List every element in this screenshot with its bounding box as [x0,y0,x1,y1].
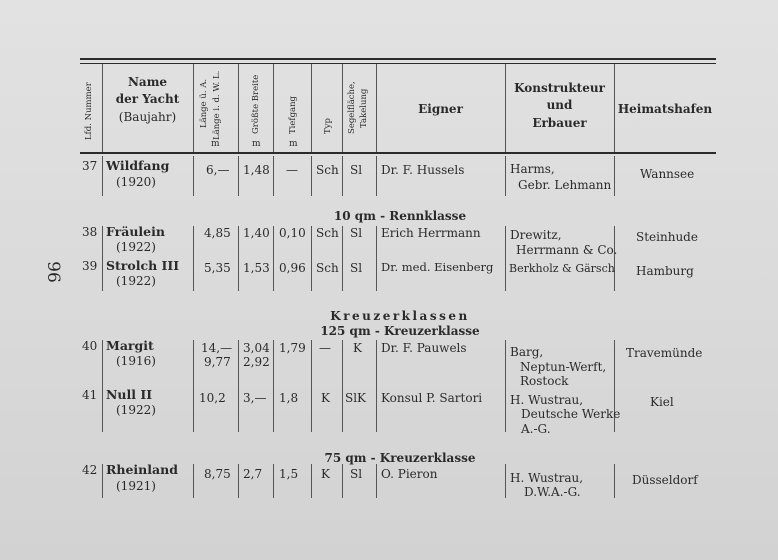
row-39-name: Strolch III [106,258,180,273]
row-38-eigner: Erich Herrmann [381,226,481,240]
header-und: und [546,98,573,113]
row-42-laenge: 8,75 [204,467,231,481]
top-rule-thick [80,58,716,60]
header-tiefgang-unit: m [289,139,298,149]
row-divider [102,464,103,498]
row-39-tiefgang: 0,96 [279,261,306,275]
row-divider [376,226,377,291]
row-divider [505,226,506,291]
header-breite-unit: m [252,139,261,149]
row-37-year: (1920) [116,175,156,189]
row-38-hafen: Steinhude [636,230,698,244]
row-divider [311,340,312,432]
header-name-block [102,74,193,126]
header-konstrukteur-block [505,80,614,132]
section-10qm-rennklasse: 10 qm - Rennklasse [333,209,467,223]
row-39-konstr1: Berkholz & Gärsch [509,262,615,275]
row-38-breite: 1,40 [243,226,270,240]
col-divider [342,64,343,152]
row-40-laenge2: 9,77 [204,355,231,369]
header-laenge1: Länge ü. A. [199,78,209,128]
header-name: Name [127,75,168,89]
row-40-nr: 40 [82,339,98,353]
row-40-konstr2: Neptun-Werft, [520,360,607,374]
row-37-konstr1: Harms, [510,162,555,176]
col-divider [238,64,239,152]
row-41-konstr3: A.-G. [521,422,551,436]
row-divider [311,226,312,291]
row-40-typ: — [319,341,331,355]
header-laenge2: Länge i. d. W. L. [212,70,222,140]
header-konstrukteur: Konstrukteur [514,81,605,95]
row-39-hafen: Hamburg [636,264,694,278]
row-divider [376,156,377,196]
row-divider [505,340,506,432]
row-37-name: Wildfang [106,158,170,173]
row-41-eigner: Konsul P. Sartori [381,391,483,405]
row-41-breite: 3,— [243,391,267,405]
header-breite: Größte Breite [251,74,261,134]
row-42-takel: Sl [350,467,363,481]
row-41-konstr1: H. Wustrau, [510,393,584,407]
page-number: 96 [42,261,63,283]
row-divider [614,464,615,498]
section-125qm-kreuzerklasse: 125 qm - Kreuzerklasse [320,324,480,338]
row-42-year: (1921) [116,479,156,493]
header-der-yacht: der Yacht [115,92,180,107]
row-37-hafen: Wannsee [640,167,695,181]
row-38-name: Fräulein [106,224,165,239]
row-37-eigner: Dr. F. Hussels [381,163,465,177]
row-39-year: (1922) [116,274,156,288]
row-38-takel: Sl [350,226,363,240]
row-37-typ: Sch [316,163,339,177]
header-baujahr: (Baujahr) [118,109,177,124]
row-42-konstr2: D.W.A.-G. [524,485,581,499]
header-erbauer: Erbauer [532,115,587,130]
row-divider [342,464,343,498]
row-40-tiefgang: 1,79 [279,341,306,355]
row-41-typ: K [321,391,330,405]
header-rule [80,152,716,154]
row-38-konstr2: Herrmann & Co. [516,243,618,257]
row-38-konstr1: Drewitz, [510,228,562,242]
row-divider [311,464,312,498]
header-takelung: Takelung [359,88,369,128]
row-42-tiefgang: 1,5 [279,467,299,481]
row-37-konstr2: Gebr. Lehmann [518,178,612,192]
top-rule-thin [80,63,716,64]
header-laenge-unit: m [211,139,220,149]
row-40-breite2: 2,92 [243,355,270,369]
row-40-laenge: 14,— [201,341,233,355]
row-40-hafen: Travemünde [626,346,703,360]
row-42-breite: 2,7 [243,467,263,481]
row-41-year: (1922) [116,403,156,417]
row-divider [311,156,312,196]
row-divider [102,156,103,196]
row-divider [376,464,377,498]
row-divider [273,226,274,291]
row-divider [273,464,274,498]
row-41-takel: SlK [345,391,367,405]
header-nr: Lfd. Nummer [84,82,94,140]
row-40-year: (1916) [116,354,156,368]
row-40-name: Margit [106,338,154,353]
header-segel: Segelfläche, [347,81,357,134]
row-41-name: Null II [106,387,153,402]
row-37-tiefgang: — [286,163,298,177]
row-37-nr: 37 [82,159,98,173]
row-divider [614,226,615,291]
row-39-laenge: 5,35 [204,261,231,275]
row-divider [193,464,194,498]
row-divider [193,340,194,432]
row-divider [376,340,377,432]
row-41-hafen: Kiel [650,395,674,409]
row-37-laenge: 6,— [206,163,230,177]
row-41-tiefgang: 1,8 [279,391,299,405]
row-39-nr: 39 [82,259,98,273]
row-42-eigner: O. Pieron [381,467,438,481]
row-divider [102,340,103,432]
row-divider [238,340,239,432]
col-divider [273,64,274,152]
row-41-nr: 41 [82,388,98,402]
row-divider [614,156,615,196]
row-divider [238,156,239,196]
row-divider [505,156,506,196]
row-42-konstr1: H. Wustrau, [510,471,584,485]
row-40-takel: K [353,341,362,355]
header-typ: Typ [323,118,333,134]
row-divider [102,226,103,291]
row-39-eigner: Dr. med. Eisenberg [381,260,494,274]
row-37-breite: 1,48 [243,163,270,177]
header-heimatshafen: Heimatshafen [617,102,713,116]
row-39-typ: Sch [316,261,339,275]
row-39-takel: Sl [350,261,363,275]
row-38-typ: Sch [316,226,339,240]
header-tiefgang: Tiefgang [288,96,298,134]
row-38-year: (1922) [116,240,156,254]
row-38-nr: 38 [82,225,98,239]
row-divider [238,226,239,291]
row-40-konstr3: Rostock [520,374,569,388]
row-39-breite: 1,53 [243,261,270,275]
col-divider [311,64,312,152]
section-kreuzerklassen: Kreuzerklassen [330,309,470,323]
row-41-laenge: 10,2 [199,391,226,405]
row-divider [273,156,274,196]
header-eigner: Eigner [418,102,463,116]
row-divider [342,156,343,196]
row-divider [238,464,239,498]
row-divider [505,464,506,498]
row-42-nr: 42 [82,463,98,477]
row-37-takel: Sl [350,163,363,177]
row-40-konstr1: Barg, [510,345,544,359]
col-divider [193,64,194,152]
row-42-hafen: Düsseldorf [632,473,698,487]
row-divider [193,156,194,196]
row-38-laenge: 4,85 [204,226,231,240]
row-40-breite: 3,04 [243,341,270,355]
row-divider [273,340,274,432]
row-divider [342,340,343,432]
row-42-typ: K [321,467,330,481]
row-41-konstr2: Deutsche Werke [521,407,621,421]
row-divider [342,226,343,291]
row-divider [193,226,194,291]
row-38-tiefgang: 0,10 [279,226,306,240]
row-42-name: Rheinland [106,462,178,477]
row-40-eigner: Dr. F. Pauwels [381,341,467,355]
section-75qm-kreuzerklasse: 75 qm - Kreuzerklasse [324,451,476,465]
